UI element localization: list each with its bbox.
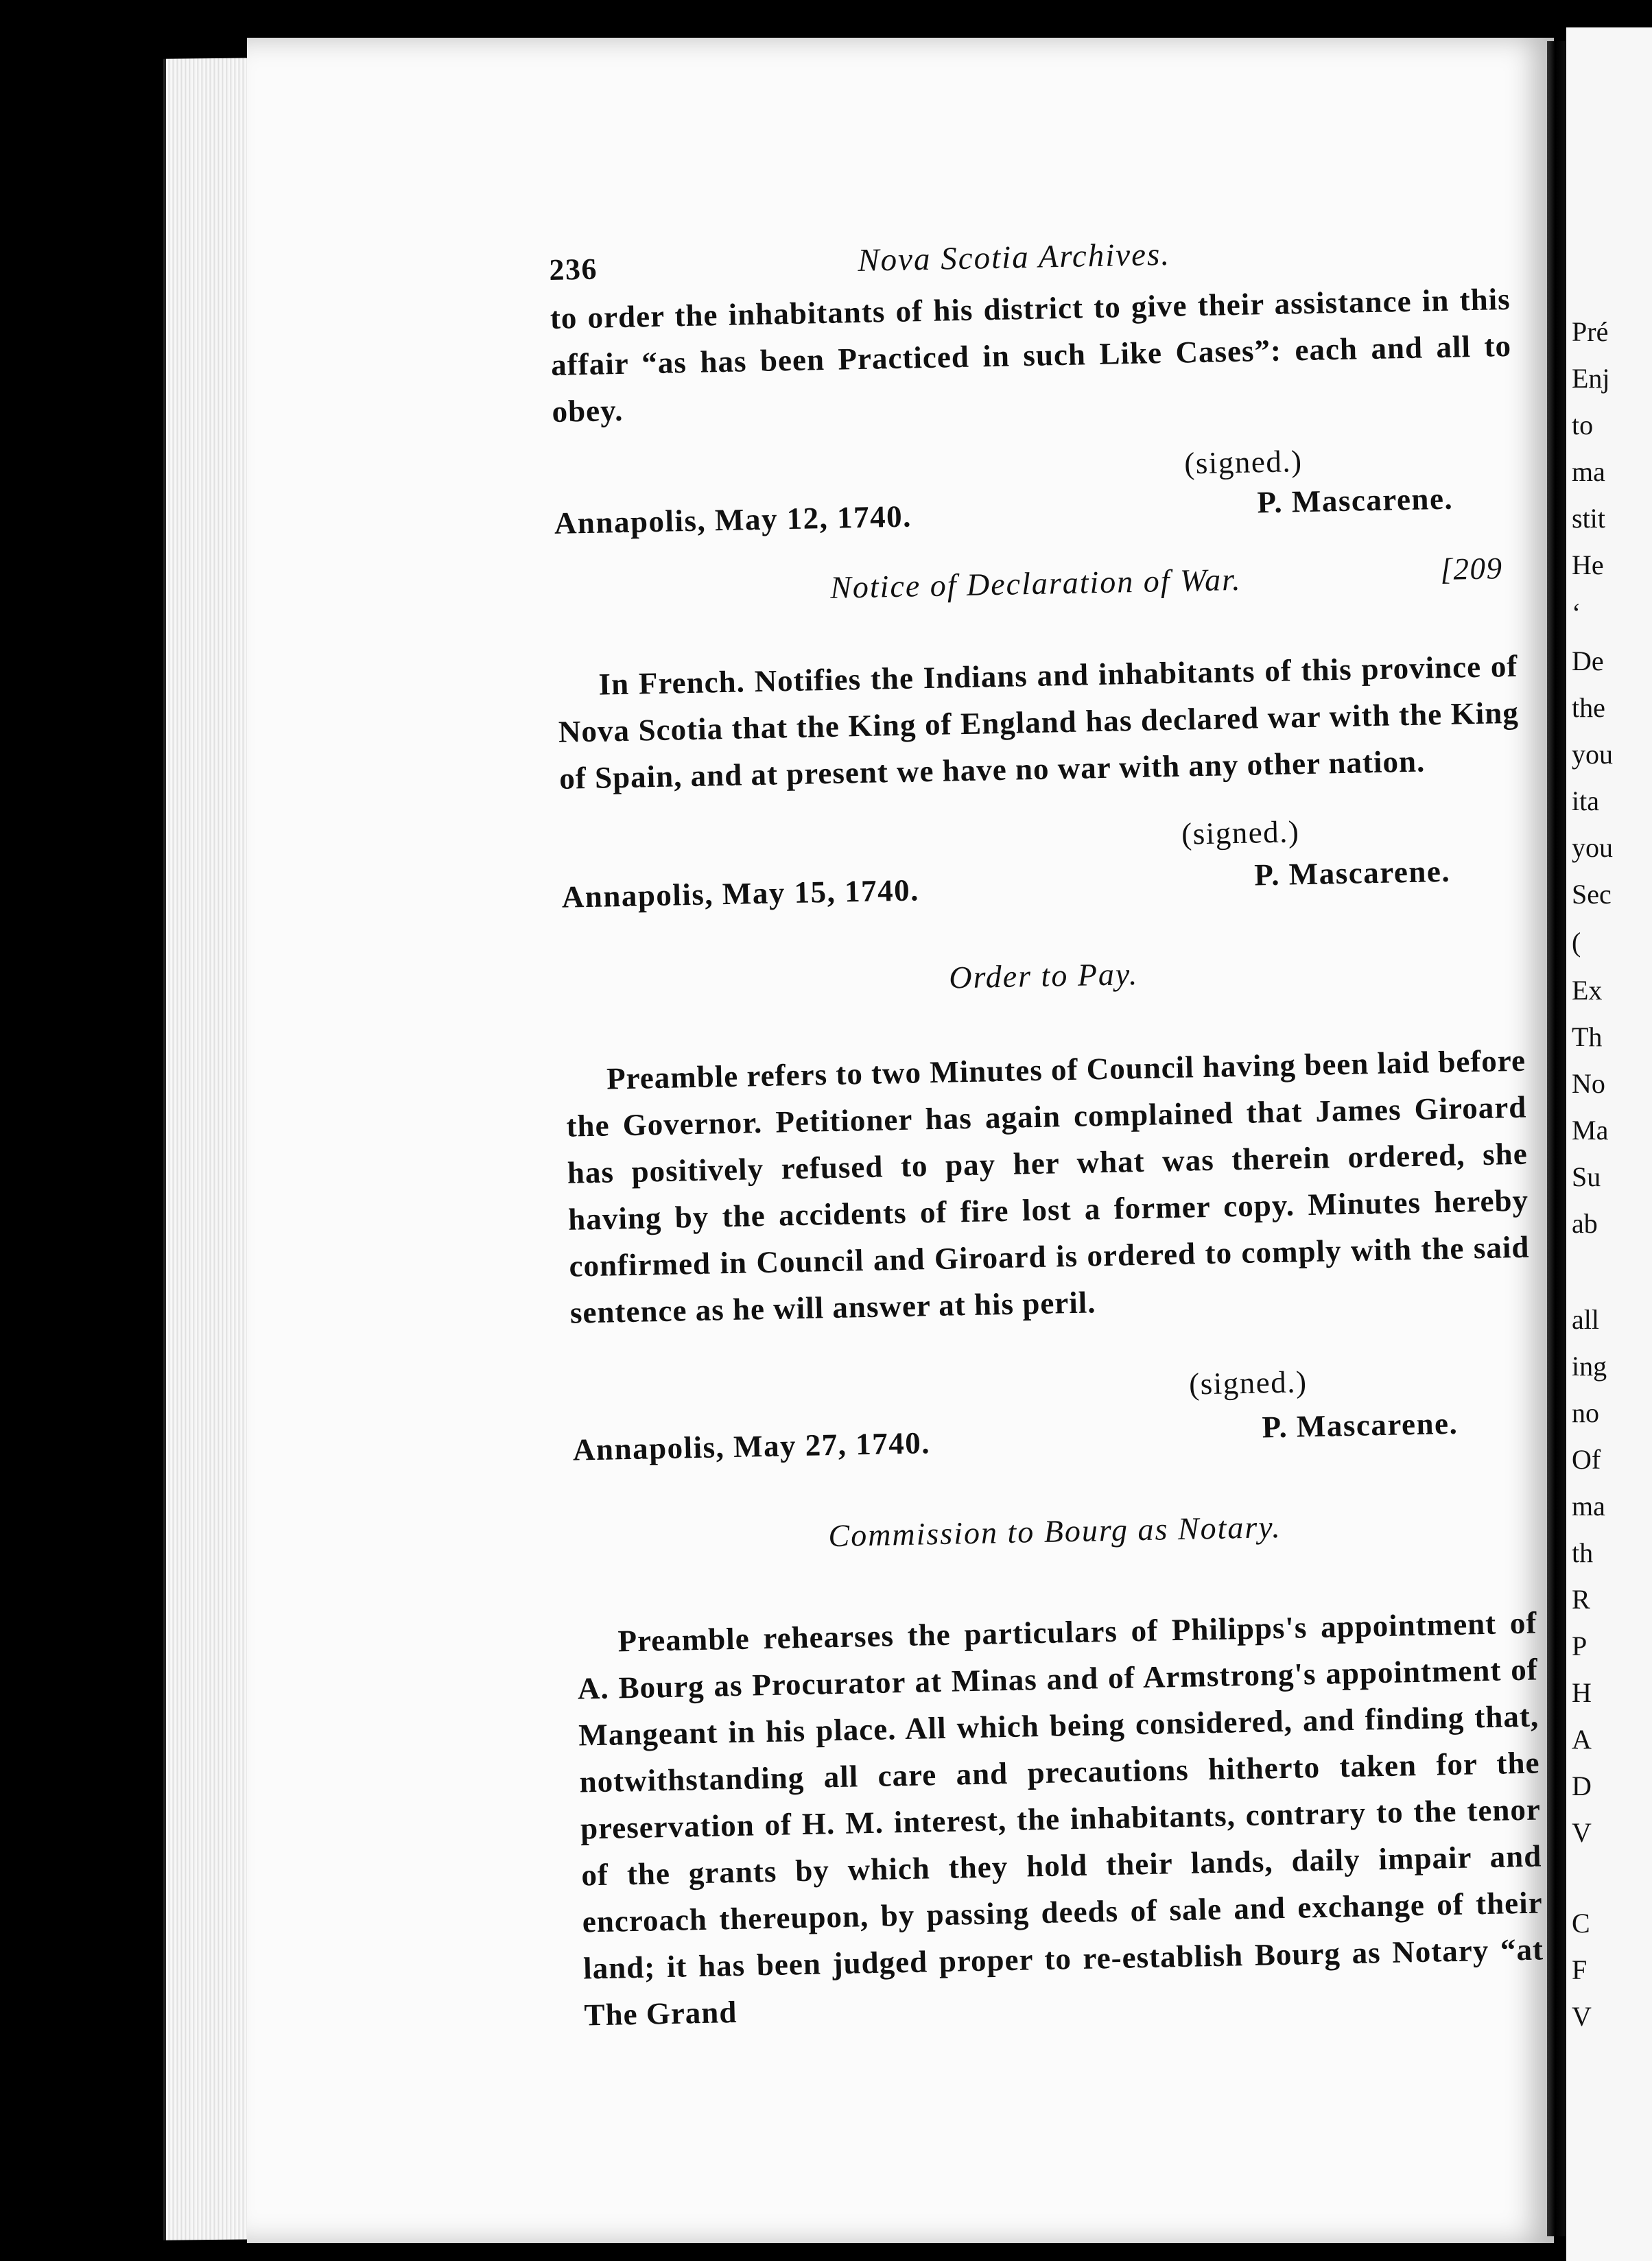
facing-page [1566, 27, 1652, 2261]
facing-fragment: Ex [1572, 975, 1603, 1006]
running-title: Nova Scotia Archives. [857, 236, 1171, 279]
facing-fragment: to [1572, 410, 1594, 440]
facing-fragment: De [1572, 646, 1604, 676]
place-date: Annapolis, May 12, 1740. [554, 499, 912, 541]
facing-fragment: ab [1572, 1208, 1598, 1239]
facing-fragment: Su [1572, 1161, 1601, 1192]
facing-fragment: V [1572, 1817, 1592, 1848]
facing-fragment: Ma [1572, 1115, 1609, 1146]
entry-title: Notice of Declaration of War. [829, 561, 1242, 605]
signatory: P. Mascarene. [1262, 1406, 1459, 1445]
facing-fragment: ma [1572, 1491, 1605, 1522]
facing-fragment: Pré [1572, 316, 1609, 347]
margin-reference: [209 [1439, 551, 1503, 587]
facing-fragment: Sec [1572, 879, 1612, 910]
facing-fragment: ma [1572, 456, 1605, 487]
facing-fragment: V [1572, 2001, 1592, 2032]
scan-margin [0, 0, 172, 2261]
facing-fragment: ita [1572, 785, 1599, 816]
facing-fragment: all [1572, 1304, 1599, 1335]
facing-fragment: No [1572, 1068, 1605, 1099]
facing-fragment: P [1572, 1631, 1588, 1661]
facing-fragment: Of [1572, 1444, 1601, 1475]
facing-fragment: D [1572, 1771, 1592, 1801]
entry-body: In French. Notifies the Indians and inhabitants of this province of Nova Scotia that the King of England has declared war with the King of Spain, and at present we have no war with any other nation. [558, 648, 1520, 796]
facing-fragment: Th [1572, 1021, 1603, 1052]
entry-title: Commission to Bourg as Notary. [827, 1508, 1282, 1554]
facing-fragment: ( [1572, 927, 1581, 958]
page-number: 236 [548, 252, 598, 287]
place-date: Annapolis, May 27, 1740. [572, 1425, 931, 1467]
facing-fragment: the [1572, 692, 1605, 723]
facing-fragment: H [1572, 1677, 1592, 1708]
facing-fragment: A [1572, 1724, 1592, 1755]
signed-note: (signed.) [1183, 444, 1303, 481]
facing-fragment: th [1572, 1537, 1594, 1568]
facing-fragment: Enj [1572, 363, 1610, 394]
continuation-paragraph: to order the inhabitants of his district to give their assistance in this affair “as has been Practiced in such Like Cases”: each and all to obey. [550, 281, 1512, 429]
facing-fragment: stit [1572, 503, 1605, 534]
facing-fragment: C [1572, 1908, 1590, 1939]
facing-fragment: ing [1572, 1351, 1607, 1382]
facing-fragment: He [1572, 549, 1604, 580]
facing-fragment: R [1572, 1584, 1590, 1615]
signatory: P. Mascarene. [1253, 853, 1451, 892]
entry-body: Preamble refers to two Minutes of Council having been laid before the Governor. Petitioner has again complained that James Giroard has positively refused to pay her what was therein ordered, she having by the accidents of fire lost a former copy. Minutes hereby confirmed in Council and Giroard is ordered to comply with the said sentence as he will answer at his peril. [566, 1043, 1530, 1330]
facing-fragment: ‘ [1572, 597, 1581, 628]
book-gutter [1547, 41, 1568, 2236]
signatory: P. Mascarene. [1256, 481, 1454, 520]
place-date: Annapolis, May 15, 1740. [561, 873, 920, 914]
facing-fragment: F [1572, 1954, 1588, 1985]
facing-fragment: you [1572, 739, 1613, 770]
signed-note: (signed.) [1181, 814, 1300, 851]
entry-body: Preamble rehearses the particulars of Philipps's appointment of A. Bourg as Procurator at Minas and of Armstrong's appointment of Mangeant in his place. All which being considered, and finding that, notwithstanding all care and precautions hitherto taken for the preservation of H. M. interest, the inhabitants, contrary to the tenor of the grants by which they hold their lands, daily impair and encroach thereupon, by passing deeds of sale and exchange of their land; it has been judged proper to re-establish Bourg as Notary “at The Grand [577, 1605, 1544, 2033]
signed-note: (signed.) [1188, 1364, 1308, 1401]
facing-fragment: you [1572, 832, 1613, 863]
entry-title: Order to Pay. [948, 956, 1139, 995]
facing-fragment: no [1572, 1397, 1599, 1428]
